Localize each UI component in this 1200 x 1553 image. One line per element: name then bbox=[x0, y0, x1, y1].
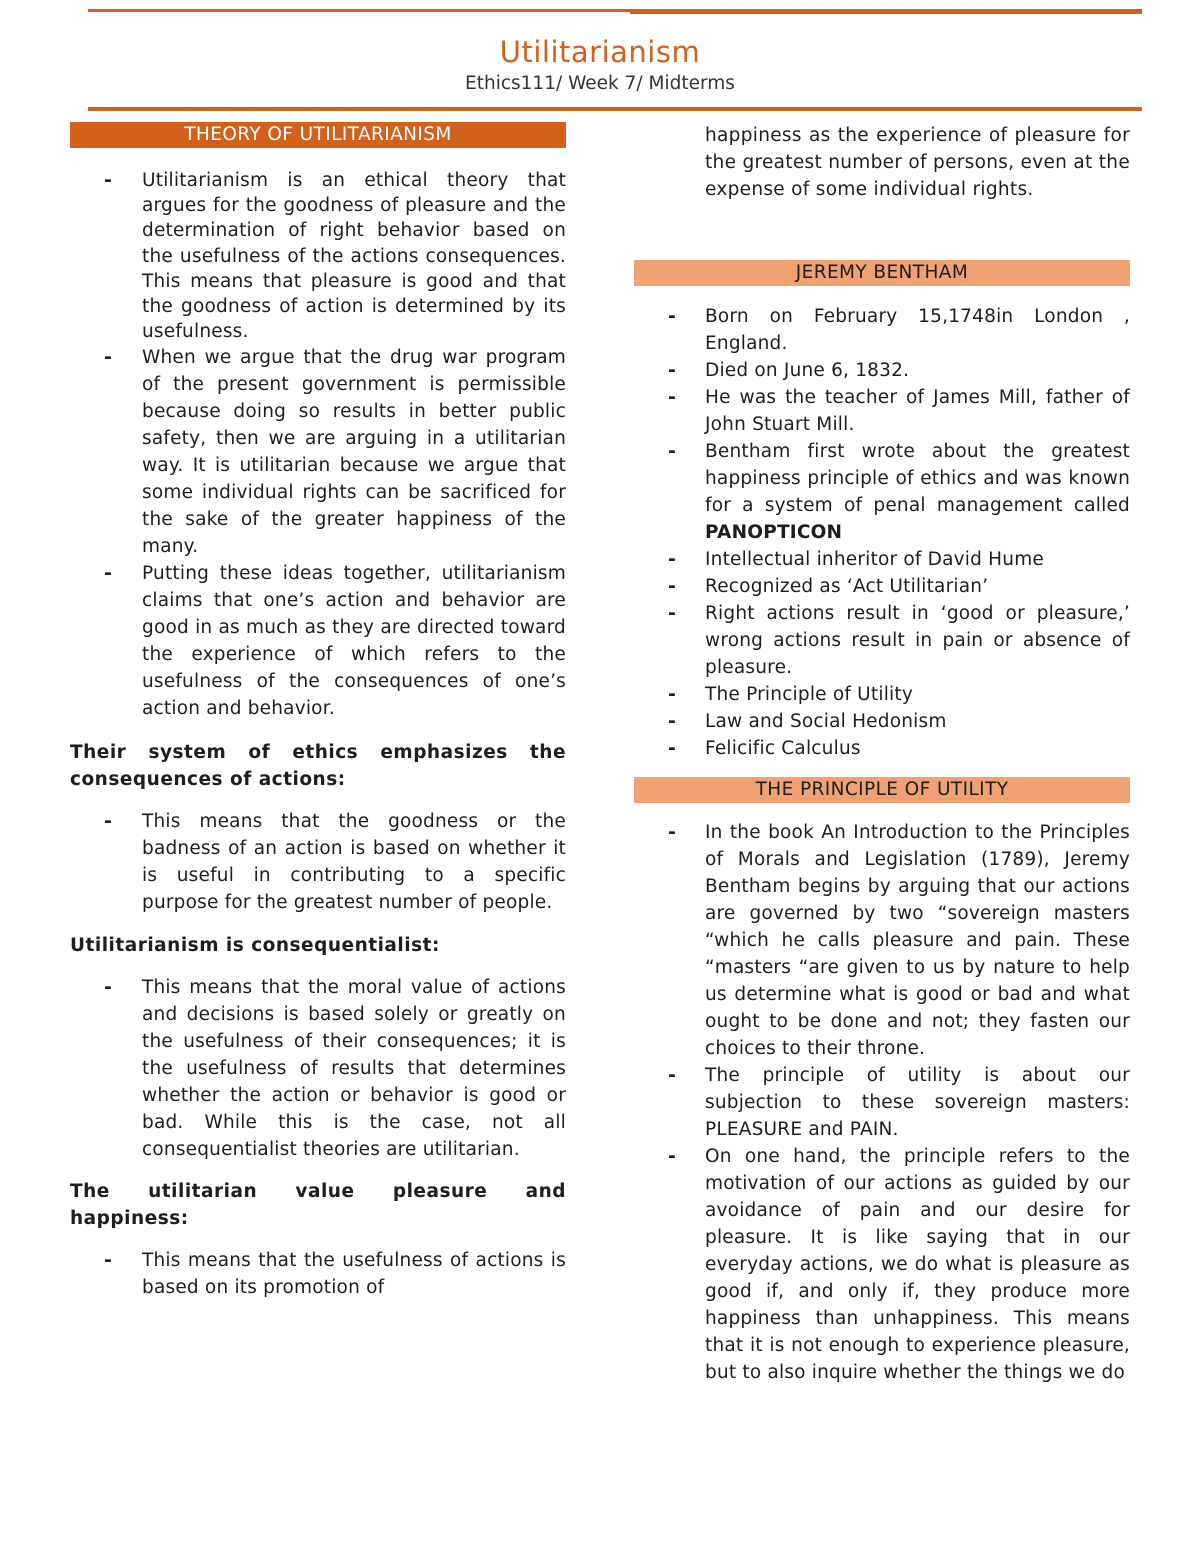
left-column bbox=[70, 122, 566, 1301]
list-item: - The Principle of Utility bbox=[634, 681, 1130, 708]
list-item: - The principle of utility is about our subjection to these sovereign masters: PLEASURE and PAIN. bbox=[668, 1064, 1130, 1140]
right-column bbox=[634, 122, 1130, 1386]
dash-bullet-icon: - bbox=[668, 1145, 677, 1167]
dash-bullet-icon: - bbox=[104, 562, 113, 585]
list-item: - Felicific Calculus bbox=[634, 735, 1130, 762]
list-item: - Bentham first wrote about the greatest happiness principle of ethics and was known for a system of penal management called PANOPTICON bbox=[668, 440, 1130, 543]
top-rule-right bbox=[630, 9, 1142, 14]
dash-bullet-icon: - bbox=[668, 305, 677, 327]
consequences-list bbox=[70, 808, 566, 916]
list-item: - Intellectual inheritor of David Hume bbox=[634, 546, 1130, 573]
list-item: - In the book An Introduction to the Principles of Morals and Legislation (1789), Jeremy Bentham begins by arguing that our actions are governed by two “sovereign masters “which he calls pleasure and pain. These “masters “are given to us by nature to help us determine what is good or bad and what ought to be done and not; they fasten our choices to their throne. bbox=[668, 821, 1130, 1059]
list-item: - Died on June 6, 1832. bbox=[634, 357, 1130, 384]
dash-bullet-icon: - bbox=[668, 737, 677, 759]
panopticon-term: PANOPTICON bbox=[705, 522, 843, 543]
section-banner-utility: THE PRINCIPLE OF UTILITY bbox=[634, 777, 1130, 803]
list-item: - This means that the usefulness of actions is based on its promotion of bbox=[104, 1249, 566, 1299]
dash-bullet-icon: - bbox=[668, 710, 677, 732]
dash-bullet-icon: - bbox=[668, 1064, 677, 1086]
dash-bullet-icon: - bbox=[668, 359, 677, 381]
list-item: - Utilitarianism is an ethical theory that argues for the goodness of pleasure and the determination of right behavior based on the usefulness of the actions consequences. This means that pleasure is good and that the goodness of action is determined by its usefulness. bbox=[104, 169, 566, 343]
list-item: - On one hand, the principle refers to the motivation of our actions as guided by our avoidance of pain and our desire for pleasure. It is like saying that in our everyday actions, we do what is pleasure as good if, and only if, they produce more happiness than unhappiness. This means that it is not enough to experience pleasure, but to also inquire whether the things we do bbox=[668, 1145, 1130, 1383]
section-banner-theory: THEORY OF UTILITARIANISM bbox=[70, 122, 566, 148]
list-item: - This means that the moral value of actions and decisions is based solely or greatly on the usefulness of their consequences; it is the usefulness of results that determines whether the action or behavior is good or bad. While this is the case, not all consequentialist theories are utilitarian. bbox=[104, 976, 566, 1161]
dash-bullet-icon: - bbox=[104, 1249, 113, 1272]
list-item: - When we argue that the drug war program of the present government is permissible because doing so results in better public safety, then we are arguing in a utilitarian way. It is utilitarian because we argue that some individual rights can be sacrificed for the sake of the greater happiness of the many. bbox=[104, 346, 566, 558]
heading-value: The utilitarian value pleasure and happiness: bbox=[70, 1181, 566, 1230]
heading-consequentialist: Utilitarianism is consequentialist: bbox=[70, 935, 440, 957]
dash-bullet-icon: - bbox=[104, 976, 113, 999]
theory-list-cont bbox=[70, 344, 566, 722]
dash-bullet-icon: - bbox=[668, 440, 677, 462]
list-item: - He was the teacher of James Mill, father of John Stuart Mill. bbox=[668, 386, 1130, 435]
consequentialist-list bbox=[70, 974, 566, 1163]
top-rule-left bbox=[88, 9, 630, 12]
bentham-list bbox=[634, 303, 1130, 762]
list-item: - Born on February 15,1748in London , England. bbox=[668, 305, 1130, 354]
theory-list bbox=[70, 168, 566, 344]
dash-bullet-icon: - bbox=[668, 548, 677, 570]
dash-bullet-icon: - bbox=[668, 602, 677, 624]
value-list bbox=[70, 1247, 566, 1301]
document-title: Utilitarianism bbox=[499, 35, 701, 69]
dash-bullet-icon: - bbox=[668, 386, 677, 408]
heading-consequences: Their system of ethics emphasizes the consequences of actions: bbox=[70, 742, 566, 791]
list-item: - Law and Social Hedonism bbox=[634, 708, 1130, 735]
dash-bullet-icon: - bbox=[668, 683, 677, 705]
dash-bullet-icon: - bbox=[104, 169, 113, 191]
list-item: - Recognized as ‘Act Utilitarian’ bbox=[634, 573, 1130, 600]
list-item: - Right actions result in ‘good or pleasure,’ wrong actions result in pain or absence of pleasure. bbox=[668, 602, 1130, 678]
list-item: - Putting these ideas together, utilitarianism claims that one’s action and behavior are good in as much as they are directed toward the experience of which refers to the usefulness of the consequences of one’s action and behavior. bbox=[104, 562, 566, 720]
continuation-text: happiness as the experience of pleasure for the greatest number of persons, even at the expense of some individual rights. bbox=[705, 125, 1130, 200]
dash-bullet-icon: - bbox=[104, 346, 113, 369]
dash-bullet-icon: - bbox=[668, 821, 677, 843]
header-divider bbox=[88, 107, 1142, 111]
section-banner-bentham: JEREMY BENTHAM bbox=[634, 260, 1130, 286]
dash-bullet-icon: - bbox=[104, 810, 113, 833]
dash-bullet-icon: - bbox=[668, 575, 677, 597]
document-subtitle: Ethics111/ Week 7/ Midterms bbox=[465, 73, 735, 94]
list-item: - This means that the goodness or the badness of an action is based on whether it is useful in contributing to a specific purpose for the greatest number of people. bbox=[104, 810, 566, 914]
utility-list bbox=[634, 819, 1130, 1386]
